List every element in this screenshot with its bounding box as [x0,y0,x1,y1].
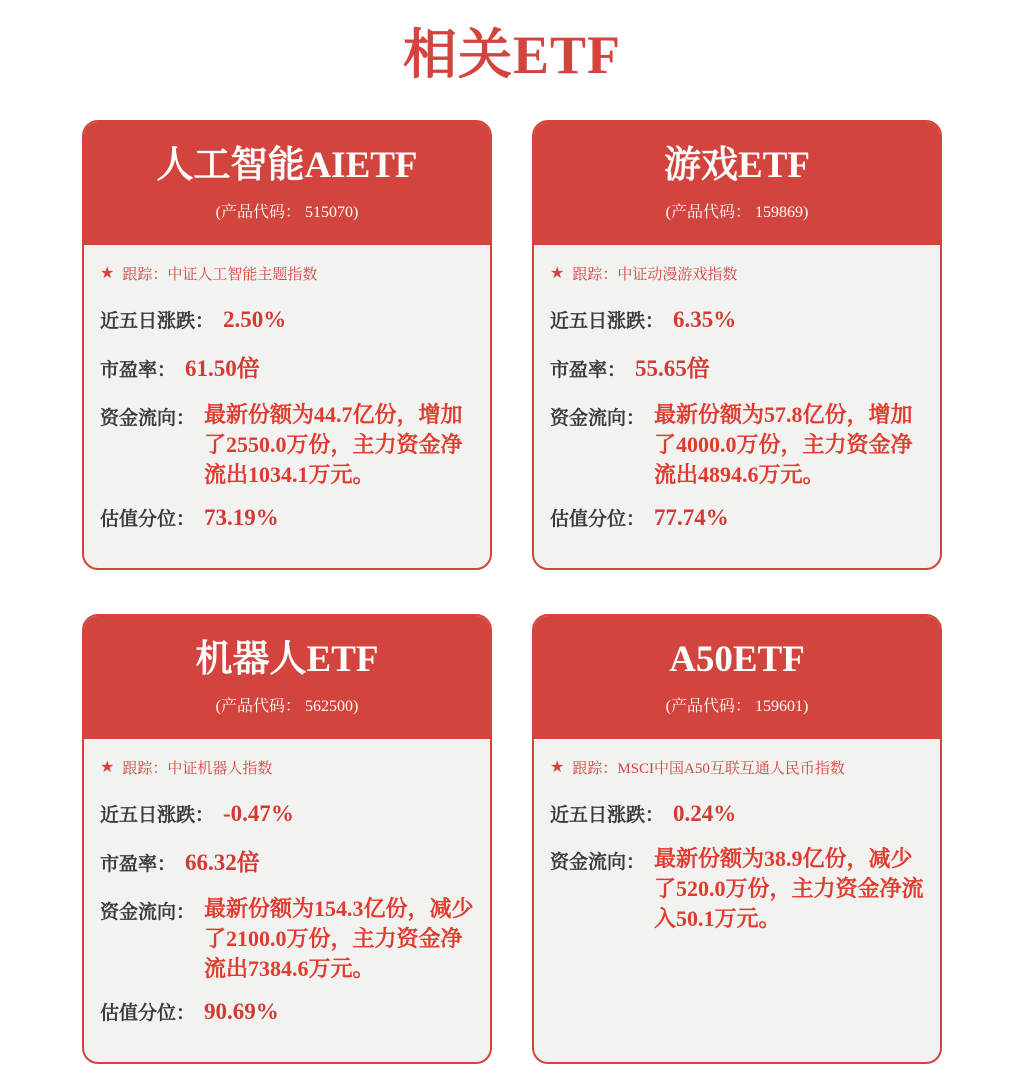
star-icon: ★ [100,264,115,282]
pe-label: 市盈率： [100,360,177,381]
valuation-row [550,504,924,531]
star-icon: ★ [100,758,115,776]
etf-card-ai [82,120,492,570]
flow-value: 最新份额为44.7亿份，增加了2550.0万份，主力资金净流出1034.1万元。 [204,402,463,487]
change-row [100,800,474,827]
flow-row [550,844,924,934]
change-row [100,306,474,333]
etf-title: 游戏ETF [664,145,810,186]
card-header [534,616,940,739]
track-label: 跟踪： [122,760,168,777]
pe-value: 61.50倍 [185,356,260,381]
card-body [84,739,490,1042]
change-value: -0.47% [223,801,294,826]
flow-row [100,400,474,490]
tracked-index-name: MSCI中国A50互联互通人民币指数 [617,761,845,777]
card-body [84,245,490,548]
etf-card-a50 [532,614,942,1064]
flow-row [100,894,474,984]
product-code: (产品代码： 562500) [215,698,359,715]
etf-card-grid [0,120,1024,1064]
track-row [100,757,474,778]
card-body [534,739,940,948]
valuation-value: 77.74% [654,505,729,530]
valuation-row [100,998,474,1025]
valuation-label: 估值分位： [100,1003,196,1024]
page-title: 相关ETF [402,25,622,85]
change-label: 近五日涨跌： [550,805,665,826]
flow-label: 资金流向： [550,408,646,429]
tracked-index-name: 中证机器人指数 [167,761,273,777]
card-header [84,122,490,245]
change-label: 近五日涨跌： [550,311,665,332]
flow-label: 资金流向： [100,902,196,923]
track-label: 跟踪： [122,266,168,283]
pe-label: 市盈率： [550,360,627,381]
card-header [84,616,490,739]
change-value: 0.24% [673,801,737,826]
change-label: 近五日涨跌： [100,805,215,826]
valuation-label: 估值分位： [100,509,196,530]
pe-value: 55.65倍 [635,356,710,381]
etf-card-robot [82,614,492,1064]
etf-card-game [532,120,942,570]
track-row [550,263,924,284]
etf-title: 机器人ETF [195,639,379,680]
flow-row [550,400,924,490]
change-label: 近五日涨跌： [100,311,215,332]
change-value: 2.50% [223,307,287,332]
pe-row [100,350,474,383]
flow-value: 最新份额为154.3亿份，减少了2100.0万份，主力资金净流出7384.6万元。 [204,896,474,981]
flow-value: 最新份额为57.8亿份，增加了4000.0万份，主力资金净流出4894.6万元。 [654,402,913,487]
pe-row [100,844,474,877]
flow-value: 最新份额为38.9亿份，减少了520.0万份，主力资金净流入50.1万元。 [654,846,924,931]
change-value: 6.35% [673,307,737,332]
flow-label: 资金流向： [550,852,646,873]
pe-value: 66.32倍 [185,850,260,875]
change-row [550,306,924,333]
star-icon: ★ [550,758,565,776]
card-body [534,245,940,548]
valuation-label: 估值分位： [550,509,646,530]
track-row [550,757,924,778]
product-code: (产品代码： 515070) [215,204,359,221]
valuation-row [100,504,474,531]
tracked-index-name: 中证人工智能主题指数 [167,267,318,283]
etf-title: A50ETF [669,639,805,680]
pe-label: 市盈率： [100,854,177,875]
product-code: (产品代码： 159869) [665,204,809,221]
tracked-index-name: 中证动漫游戏指数 [617,267,738,283]
flow-label: 资金流向： [100,408,196,429]
etf-title: 人工智能AIETF [156,145,418,186]
track-label: 跟踪： [572,760,618,777]
track-row [100,263,474,284]
star-icon: ★ [550,264,565,282]
valuation-value: 90.69% [204,999,279,1024]
product-code: (产品代码： 159601) [665,698,809,715]
track-label: 跟踪： [572,266,618,283]
pe-row [550,350,924,383]
change-row [550,800,924,827]
card-header [534,122,940,245]
valuation-value: 73.19% [204,505,279,530]
